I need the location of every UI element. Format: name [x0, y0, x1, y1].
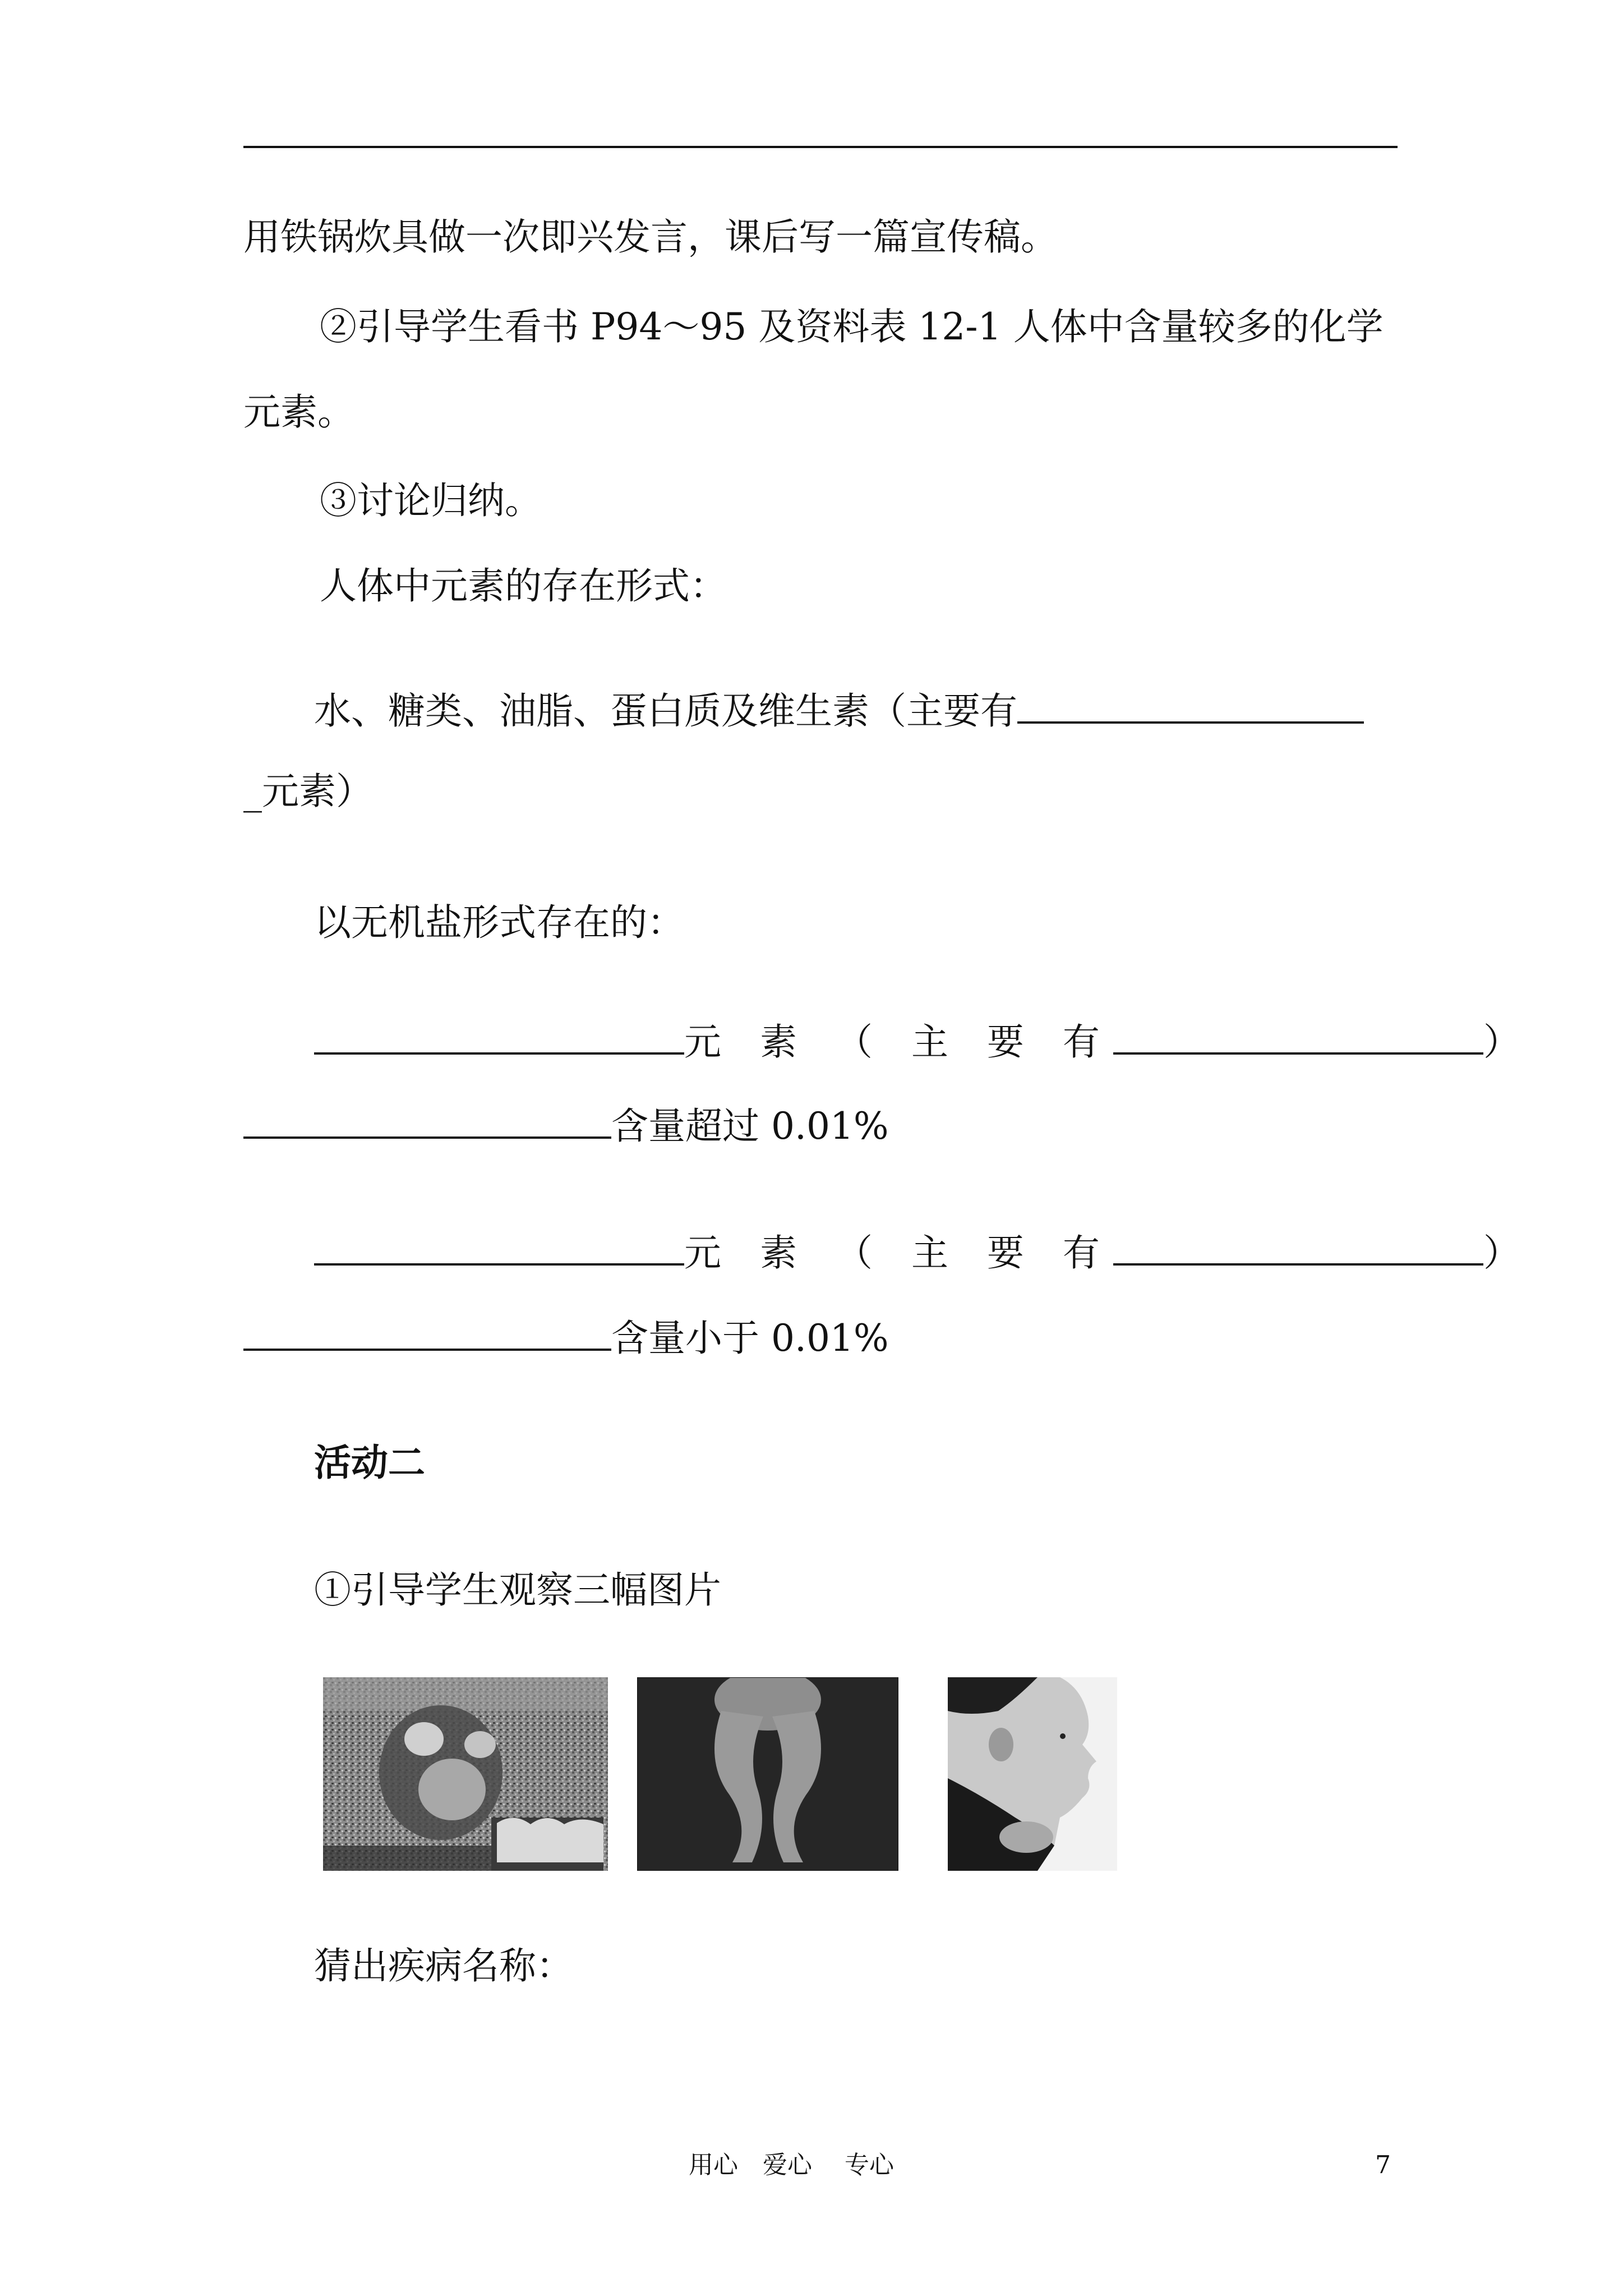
paragraph-text: 元 素 （ 主 要 有 [684, 1231, 1113, 1274]
fill-in-line [243, 1101, 889, 1152]
paragraph-line: ②引导学生看书 P94～95 及资料表 12-1 人体中含量较多的化学 [320, 305, 1384, 348]
paragraph-line: 人体中元素的存在形式： [320, 564, 727, 608]
header-rule [243, 146, 1398, 148]
section-heading: 活动二 [314, 1441, 425, 1484]
paragraph-line: 用铁锅炊具做一次即兴发言，课后写一篇宣传稿。 [243, 215, 1058, 259]
answer-blank[interactable] [1017, 685, 1364, 724]
paragraph-line: _元素） [243, 770, 373, 813]
paragraph-line: 猜出疾病名称： [314, 1944, 573, 1987]
paragraph-text: 元 素 （ 主 要 有 [684, 1020, 1113, 1064]
answer-blank[interactable] [1113, 1227, 1483, 1266]
disease-photo-legs [637, 1677, 898, 1871]
paragraph-text: ） [1483, 1231, 1520, 1274]
answer-blank[interactable] [243, 1101, 611, 1139]
disease-photo-child-profile [948, 1677, 1117, 1871]
fill-in-line [243, 1313, 889, 1364]
page-number: 7 [1375, 2151, 1391, 2179]
paragraph-line: ③讨论归纳。 [320, 479, 542, 522]
paragraph-text: 水、糖类、油脂、蛋白质及维生素（主要有 [314, 689, 1017, 733]
paragraph-line: 元素。 [243, 390, 354, 434]
answer-blank[interactable] [314, 1016, 684, 1055]
answer-blank[interactable] [243, 1313, 611, 1351]
paragraph-line-with-blank [314, 685, 1364, 737]
paragraph-text: ） [1483, 1020, 1520, 1064]
footer-motto: 用心 爱心 专心 [689, 2151, 894, 2179]
paragraph-line: ①引导学生观察三幅图片 [314, 1568, 721, 1612]
paragraph-line: 以无机盐形式存在的： [314, 901, 684, 944]
fill-in-line [314, 1016, 1520, 1068]
answer-blank[interactable] [1113, 1016, 1483, 1055]
paragraph-text: 含量小于 0.01% [611, 1317, 889, 1360]
answer-blank[interactable] [314, 1227, 684, 1266]
fill-in-line [314, 1227, 1520, 1278]
paragraph-text: 含量超过 0.01% [611, 1105, 889, 1148]
disease-photo-teeth [323, 1677, 608, 1871]
